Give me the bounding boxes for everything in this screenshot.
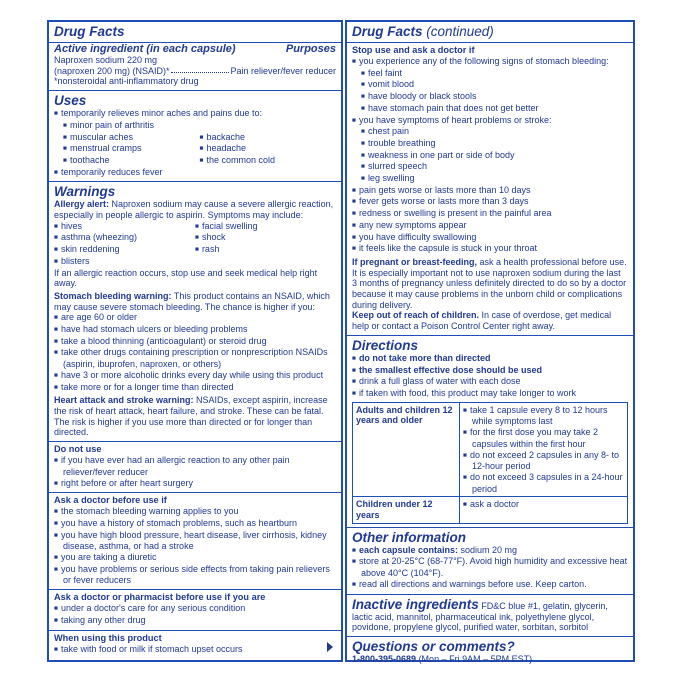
dosage-item: ■ do not exceed 3 capsules in a 24-hour period [463,472,624,494]
uses-item: ■ toothache [63,155,200,167]
children-label: Children under 12 years [353,497,460,523]
directions-item: ■ do not take more than directed [352,353,628,365]
adults-label: Adults and children 12 years and older [353,402,460,497]
other-info-item: ■ store at 20-25°C (68-77°F). Avoid high humidity and excessive heat above 40°C (104°F). [352,556,628,578]
uses-fever: ■ temporarily reduces fever [54,167,336,179]
ask-doctor-item: ■ you have a history of stomach problems, such as heartburn [54,518,336,530]
uses-item: ■ muscular aches [63,132,200,144]
do-not-use-heading: Do not use [54,444,102,455]
dosage-item: ■ take 1 capsule every 8 to 12 hours while symptoms last [463,405,624,427]
allergy-label: Allergy alert: [54,199,110,210]
uses-section [49,91,341,182]
stop-use-item: ■ it feels like the capsule is stuck in your throat [352,243,628,255]
uses-intro: ■ temporarily relieves minor aches and pains due to: [54,108,336,120]
dosage-item: ■ for the first dose you may take 2 capsules within the first hour [463,427,624,449]
keep-out-text: In case of overdose, get medical help or contact a Poison Control Center right away. [352,310,612,332]
uses-item: ■ the common cold [200,155,337,167]
allergy-item: ■ asthma (wheezing) [54,232,195,244]
keep-out-warning [352,310,628,331]
directions-heading: Directions [352,337,419,353]
ask-doctor-item: ■ the stomach bleeding warning applies to you [54,506,336,518]
drug-facts-title-right: Drug Facts [352,24,423,39]
ask-pharmacist-section [49,590,341,630]
pregnancy-text: ask a health professional before use. It is especially important not to use naproxen sodium during the last 3 months of pregnancy unless definitely directed to do so by a doctor because it may cause problems in the unborn child or complications during delivery. [352,256,627,310]
bleed-sign-item: ■ have bloody or black stools [361,91,628,103]
stomach-label: Stomach bleeding warning: [54,290,172,301]
contact-line [352,654,628,665]
stomach-item: ■ have 3 or more alcoholic drinks every day while using this product [54,370,336,382]
stomach-warning [54,291,336,312]
heart-symptom-item: ■ chest pain [361,126,628,138]
uses-item: ■ minor pain of arthritis [63,120,336,132]
ingredient-purpose-row [54,66,336,77]
allergy-item: ■ skin reddening [54,244,195,256]
allergy-item: ■ blisters [54,256,195,268]
children-dosage [460,497,628,523]
stop-use-section [347,43,633,336]
continued-title-section [347,22,633,43]
stop-use-item: ■ any new symptoms appear [352,220,628,232]
dosage-table [352,402,628,524]
inactive-ingredients [352,597,628,633]
stomach-item: ■ have had stomach ulcers or bleeding problems [54,324,336,336]
allergy-after: If an allergic reaction occurs, stop use and seek medical help right away. [54,267,318,289]
adults-dosage [460,402,628,497]
dot-leader [171,66,230,74]
drug-facts-panel-right [345,20,635,662]
ask-pharmacist-item: ■ taking any other drug [54,615,336,627]
dosage-item: ■ do not exceed 2 capsules in any 8- to 12-hour period [463,450,624,472]
bleed-sign-item: ■ vomit blood [361,79,628,91]
questions-heading: Questions or comments? [352,638,515,654]
ask-doctor-heading: Ask a doctor before use if [54,495,167,506]
allergy-alert [54,199,336,220]
allergy-item: ■ facial swelling [195,221,336,233]
ask-pharmacist-heading: Ask a doctor or pharmacist before use if you are [54,592,266,603]
heart-label: Heart attack and stroke warning: [54,395,194,406]
do-not-use-item: ■ if you have ever had an allergic reaction to any other pain reliever/fever reducer [54,455,336,477]
directions-section [347,336,633,528]
other-info-item [352,545,628,557]
inactive-ingredients-section [347,595,633,637]
stop-use-item: ■ fever gets worse or lasts more than 3 days [352,196,628,208]
active-ingredient-block [49,43,341,91]
warnings-heading: Warnings [54,184,116,200]
ask-doctor-section [49,493,341,590]
uses-item: ■ menstrual cramps [63,143,200,155]
uses-item: ■ backache [200,132,337,144]
when-using-item: ■ take with food or milk if stomach upset occurs [54,644,336,656]
table-row [353,497,628,523]
heart-symptom-item: ■ slurred speech [361,161,628,173]
heart-symptom-item: ■ weakness in one part or side of body [361,150,628,162]
table-row [353,402,628,497]
continued-label: (continued) [422,24,494,39]
ingredient-line-2: (naproxen 200 mg) (NSAID)* [54,65,170,76]
do-not-use-item: ■ right before or after heart surgery [54,478,336,490]
ingredient-line: Naproxen sodium 220 mg [54,55,158,65]
contact-hours: (Mon – Fri 9AM – 5PM EST) [416,653,533,664]
stop-use-item: ■ you have symptoms of heart problems or stroke: [352,115,628,127]
heart-text: NSAIDs, except aspirin, increase the risk of heart attack, heart failure, and stroke. These can be fatal. The risk is higher if you use more than directed or for longer than directed. [54,395,328,438]
directions-item: ■ drink a full glass of water with each dose [352,376,628,388]
stop-use-item: ■ pain gets worse or lasts more than 10 days [352,185,628,197]
allergy-item: ■ hives [54,221,195,233]
other-information-heading: Other information [352,529,466,545]
pregnancy-warning [352,257,628,311]
stomach-item: ■ are age 60 or older [54,312,336,324]
allergy-item: ■ rash [195,244,336,256]
when-using-section [49,631,341,659]
other-info-item: ■ read all directions and warnings before use. Keep carton. [352,579,628,591]
phone-number: 1-800-395-0689 [352,653,417,664]
directions-item: ■ if taken with food, this product may take longer to work [352,388,628,400]
stop-use-item: ■ redness or swelling is present in the painful area [352,208,628,220]
active-ingredient-section [49,22,341,43]
keep-out-label: Keep out of reach of children. [352,310,480,321]
allergy-text: Naproxen sodium may cause a severe allergic reaction, especially in people allergic to aspirin. Symptoms may include: [54,199,334,221]
contains-text: sodium 20 mg [457,544,518,555]
active-ingredient-heading: Active ingredient (in each capsule) [54,43,236,55]
heart-warning [54,395,336,438]
warnings-section [49,182,341,442]
nsaid-note: *nonsteroidal anti-inflammatory drug [54,76,199,87]
inactive-ingredients-heading: Inactive ingredients [352,596,479,612]
heart-symptom-item: ■ leg swelling [361,173,628,185]
contains-label: each capsule contains: [358,544,458,555]
ask-doctor-item: ■ you have problems or serious side effects from taking pain relievers or fever reducers [54,564,336,586]
when-using-heading: When using this product [54,632,162,643]
stop-use-item: ■ you have difficulty swallowing [352,232,628,244]
allergy-item: ■ shock [195,232,336,244]
pregnancy-label: If pregnant or breast-feeding, [352,256,478,267]
ask-doctor-item: ■ you are taking a diuretic [54,552,336,564]
ask-doctor-item: ■ you have high blood pressure, heart disease, liver cirrhosis, kidney disease, asthma, or had a stroke [54,530,336,552]
stomach-item: ■ take more or for a longer time than directed [54,382,336,394]
drug-facts-title: Drug Facts [54,24,125,39]
drug-facts-panel-left [47,20,343,662]
purposes-heading: Purposes [285,43,336,55]
ask-pharmacist-item: ■ under a doctor's care for any serious condition [54,603,336,615]
stop-use-item: ■ you experience any of the following signs of stomach bleeding: [352,56,628,68]
uses-heading: Uses [54,93,87,109]
uses-item: ■ headache [200,143,337,155]
continue-arrow-icon [327,642,333,652]
stop-use-heading: Stop use and ask a doctor if [352,45,475,55]
questions-section [347,637,633,668]
stomach-item: ■ take other drugs containing prescription or nonprescription NSAIDs (aspirin, ibuprofen, naproxen, or others) [54,347,336,369]
drug-facts-continued-title [352,24,628,39]
heart-symptom-item: ■ trouble breathing [361,138,628,150]
stomach-item: ■ take a blood thinning (anticoagulant) or steroid drug [54,336,336,348]
bleed-sign-item: ■ feel faint [361,68,628,80]
purpose-text: Pain reliever/fever reducer [230,65,336,76]
stomach-text: This product contains an NSAID, which may cause severe stomach bleeding. The chance is higher if you: [54,290,330,312]
directions-item: ■ the smallest effective dose should be used [352,365,628,377]
other-information-section [347,528,633,595]
dosage-item: ■ ask a doctor [463,499,624,511]
inactive-ingredients-text: FD&C blue #1, gelatin, glycerin, lactic acid, mannitol, pharmaceutical ink, polyethylene glycol, povidone, propylene glycol, purified water, sorbitan, sorbitol [352,600,608,633]
do-not-use-section [49,442,341,493]
bleed-sign-item: ■ have stomach pain that does not get better [361,103,628,115]
